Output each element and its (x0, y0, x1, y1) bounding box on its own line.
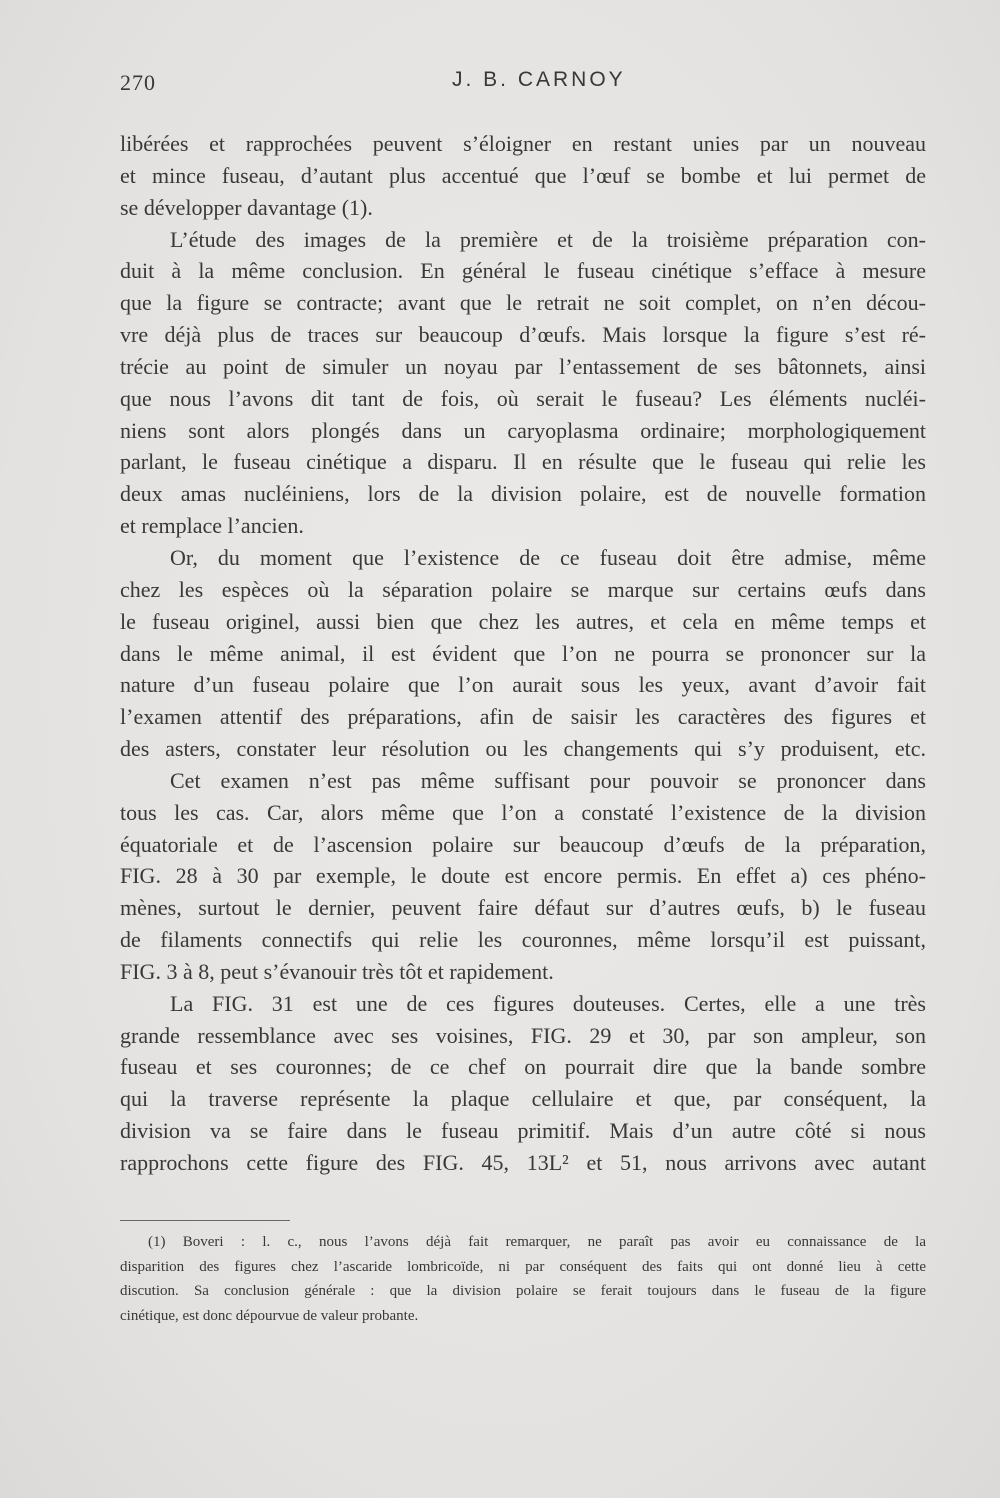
text-line: deux amas nucléiniens, lors de la division polaire, est de nouvelle formation (120, 481, 926, 507)
text-line: se développer davantage (1). (120, 194, 373, 220)
footnote-line: discution. Sa conclusion générale : que la division polaire se ferait toujours dans le fuseau de la figure (120, 1283, 926, 1299)
footnote-line: (1) Boveri : l. c., nous l’avons déjà fait remarquer, ne paraît pas avoir eu connaissance de la (148, 1234, 926, 1250)
text-line: équatoriale et de l’ascension polaire sur beaucoup d’œufs de la préparation, (120, 831, 926, 857)
text-line: niens sont alors plongés dans un caryoplasma ordinaire; morphologiquement (120, 417, 926, 443)
text-line: de filaments connectifs qui relie les couronnes, même lorsqu’il est puissant, (120, 927, 926, 953)
body-text (120, 128, 926, 1179)
text-line: rapprochons cette figure des FIG. 45, 13L² et 51, nous arrivons avec autant (120, 1150, 926, 1175)
text-line: fuseau et ses couronnes; de ce chef on pourrait dire que la bande sombre (120, 1054, 926, 1080)
text-line: grande ressemblance avec ses voisines, FIG. 29 et 30, par son ampleur, son (120, 1022, 926, 1048)
text-line: et mince fuseau, d’autant plus accentué que l’œuf se bombe et lui permet de (120, 162, 926, 188)
text-line: que nous l’avons dit tant de fois, où serait le fuseau? Les éléments nucléi- (120, 385, 926, 411)
text-line: le fuseau originel, aussi bien que chez les autres, et cela en même temps et (120, 608, 926, 634)
text-line: FIG. 3 à 8, peut s’évanouir très tôt et rapidement. (120, 958, 554, 984)
text-line: dans le même animal, il est évident que l’on ne pourra se prononcer sur la (120, 640, 926, 666)
text-line: libérées et rapprochées peuvent s’éloigner en restant unies par un nouveau (120, 131, 926, 156)
text-line: mènes, surtout le dernier, peuvent faire défaut sur d’autres œufs, b) le fuseau (120, 895, 926, 921)
text-line: tous les cas. Car, alors même que l’on a constaté l’existence de la division (120, 799, 926, 825)
header-title: J. B. CARNOY (452, 68, 626, 91)
text-line: FIG. 28 à 30 par exemple, le doute est encore permis. En effet a) ces phéno- (120, 863, 926, 889)
text-line: qui la traverse représente la plaque cellulaire et que, par conséquent, la (120, 1086, 926, 1112)
footnote-line: cinétique, est donc dépourvue de valeur probante. (120, 1307, 419, 1324)
text-line: chez les espèces où la séparation polaire se marque sur certains œufs dans (120, 576, 926, 602)
footnote-line: disparition des figures chez l’ascaride lombricoïde, ni par conséquent des faits qui ont donné lieu à cette (120, 1258, 926, 1275)
page-number: 270 (120, 70, 156, 95)
running-head (0, 66, 1000, 106)
text-line: parlant, le fuseau cinétique a disparu. Il en résulte que le fuseau qui relie les (120, 449, 926, 475)
text-line: vre déjà plus de traces sur beaucoup d’œufs. Mais lorsque la figure s’est ré- (120, 322, 926, 348)
text-line: division va se faire dans le fuseau primitif. Mais d’un autre côté si nous (120, 1118, 926, 1144)
text-line: trécie au point de simuler un noyau par l’entassement de ses bâtonnets, ainsi (120, 353, 926, 379)
text-line: Cet examen n’est pas même suffisant pour pouvoir se prononcer dans (170, 767, 926, 793)
footnote-divider (120, 1220, 290, 1221)
text-line: Or, du moment que l’existence de ce fuseau doit être admise, même (170, 544, 926, 570)
text-line: La FIG. 31 est une de ces figures douteuses. Certes, elle a une très (170, 990, 926, 1016)
text-line: l’examen attentif des préparations, afin de saisir les caractères des figures et (120, 704, 926, 730)
text-line: que la figure se contracte; avant que le retrait ne soit complet, on n’en décou- (120, 290, 926, 316)
footnote (120, 1230, 926, 1328)
text-line: et remplace l’ancien. (120, 513, 304, 539)
text-line: L’étude des images de la première et de la troisième préparation con- (170, 226, 926, 252)
text-line: nature d’un fuseau polaire que l’on aurait sous les yeux, avant d’avoir fait (120, 672, 926, 698)
text-line: duit à la même conclusion. En général le fuseau cinétique s’efface à mesure (120, 258, 926, 284)
text-line: des asters, constater leur résolution ou les changements qui s’y produisent, etc. (120, 736, 926, 762)
